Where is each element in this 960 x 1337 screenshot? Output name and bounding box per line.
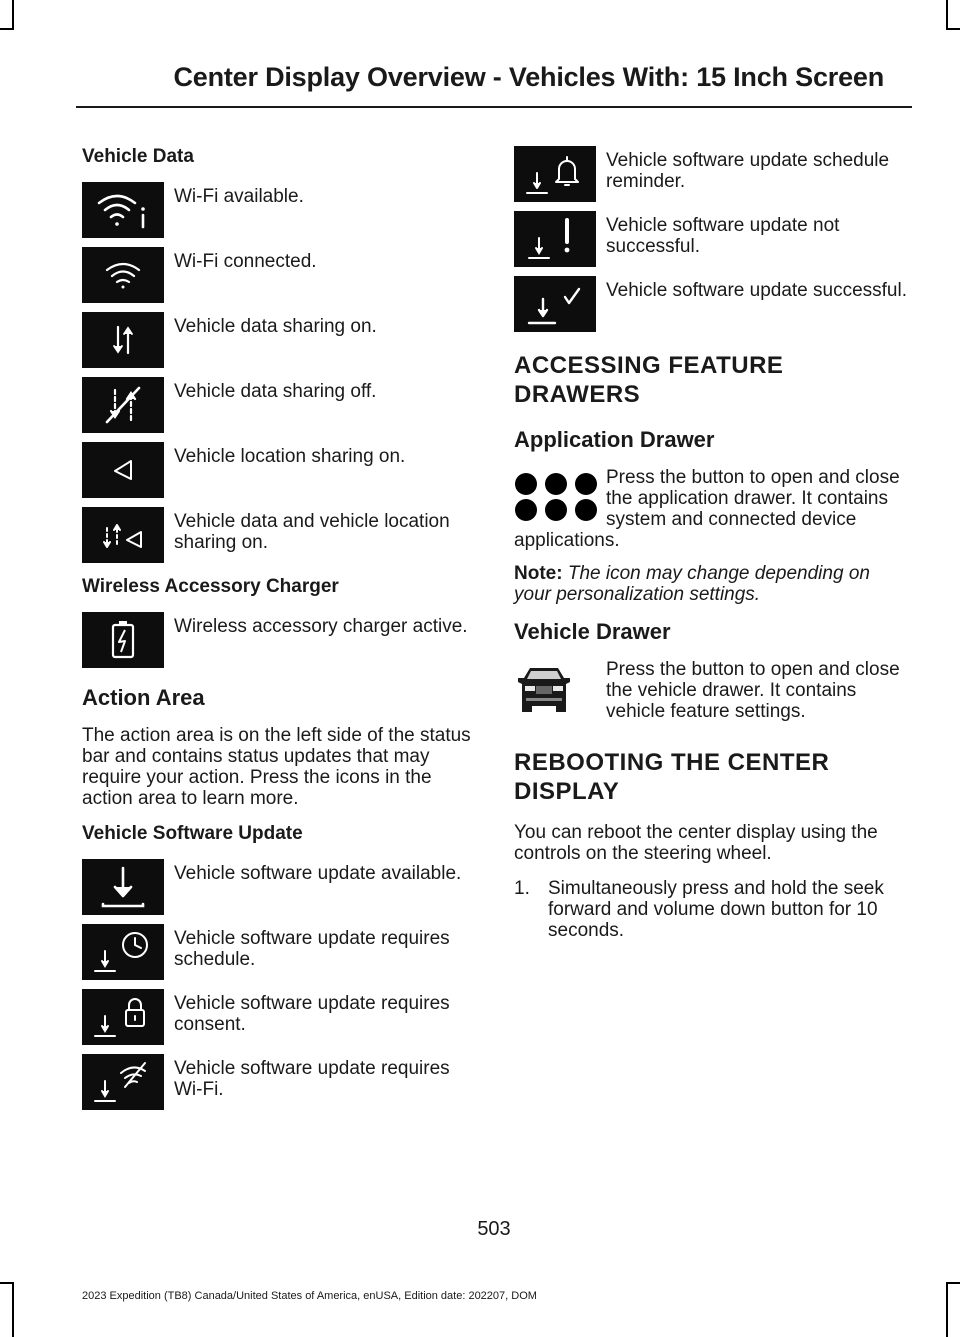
location-sharing-on-label: Vehicle location sharing on. bbox=[174, 446, 406, 467]
reboot-text: You can reboot the center display using the controls on the steering wheel. bbox=[514, 822, 878, 864]
download-lock-label: Vehicle software update requires consent. bbox=[174, 993, 450, 1035]
vehicle-drawer-row bbox=[514, 659, 908, 722]
download-exclamation-icon bbox=[514, 211, 596, 267]
crop-mark bbox=[946, 28, 960, 30]
app-drawer-icon bbox=[514, 467, 606, 527]
icon-row bbox=[82, 312, 476, 377]
download-icon bbox=[82, 859, 164, 915]
download-wifi-label: Vehicle software update requires Wi-Fi. bbox=[174, 1058, 450, 1100]
icon-row bbox=[82, 859, 476, 924]
icon-row bbox=[82, 507, 476, 572]
application-drawer-row bbox=[514, 467, 908, 551]
download-exclamation-label: Vehicle software update not successful. bbox=[606, 215, 840, 257]
action-area-heading: Action Area bbox=[82, 685, 205, 710]
download-lock-icon bbox=[82, 989, 164, 1045]
crop-mark bbox=[946, 1282, 948, 1337]
icon-row bbox=[514, 211, 908, 276]
feature-drawers-heading: ACCESSING FEATURE DRAWERS bbox=[514, 352, 784, 408]
data-sharing-off-icon bbox=[82, 377, 164, 433]
data-location-sharing-on-icon bbox=[82, 507, 164, 563]
vehicle-data-heading: Vehicle Data bbox=[82, 146, 194, 167]
download-wifi-icon bbox=[82, 1054, 164, 1110]
data-sharing-off-label: Vehicle data sharing off. bbox=[174, 381, 377, 402]
reboot-heading: REBOOTING THE CENTER DISPLAY bbox=[514, 749, 830, 805]
vehicle-drawer-text: Press the button to open and close the vehicle drawer. It contains vehicle feature settings. bbox=[606, 659, 900, 722]
footer-edition: 2023 Expedition (TB8) Canada/United States of America, enUSA, Edition date: 202207, DOM bbox=[82, 1290, 537, 1302]
note-label: Note: bbox=[514, 563, 563, 584]
step-text: Simultaneously press and hold the seek forward and volume down button for 10 seconds. bbox=[548, 878, 884, 941]
wireless-charger-label: Wireless accessory charger active. bbox=[174, 616, 468, 637]
note bbox=[514, 563, 908, 605]
icon-row bbox=[82, 924, 476, 989]
data-sharing-on-icon bbox=[82, 312, 164, 368]
data-sharing-on-label: Vehicle data sharing on. bbox=[174, 316, 377, 337]
page-number: 503 bbox=[477, 1218, 511, 1240]
crop-mark bbox=[0, 28, 14, 30]
crop-mark bbox=[12, 0, 14, 30]
step-number: 1. bbox=[514, 878, 530, 899]
vehicle-drawer-heading: Vehicle Drawer bbox=[514, 619, 671, 644]
action-area-text: The action area is on the left side of the status bar and contains status updates that may require your action. Press the icons in the action area to learn more. bbox=[82, 725, 471, 809]
download-clock-label: Vehicle software update requires schedule. bbox=[174, 928, 450, 970]
page-header-title: Center Display Overview - Vehicles With: 15 Inch Screen bbox=[173, 62, 884, 92]
crop-mark bbox=[946, 1282, 960, 1284]
icon-row bbox=[514, 146, 908, 211]
download-label: Vehicle software update available. bbox=[174, 863, 462, 884]
wifi-connected-label: Wi-Fi connected. bbox=[174, 251, 317, 272]
wireless-charger-heading: Wireless Accessory Charger bbox=[82, 576, 339, 597]
right-column bbox=[514, 146, 908, 941]
application-drawer-text: Press the button to open and close the application drawer. It contains system and connected device applications. bbox=[514, 467, 900, 551]
download-check-label: Vehicle software update successful. bbox=[606, 280, 908, 301]
crop-mark bbox=[0, 1282, 14, 1284]
icon-row bbox=[82, 989, 476, 1054]
header-divider bbox=[76, 106, 912, 108]
download-bell-icon bbox=[514, 146, 596, 202]
crop-mark bbox=[12, 1282, 14, 1337]
icon-row bbox=[82, 247, 476, 312]
vehicle-icon bbox=[514, 659, 606, 719]
battery-charging-icon bbox=[82, 612, 164, 668]
crop-mark bbox=[946, 0, 948, 30]
wifi-available-label: Wi-Fi available. bbox=[174, 186, 304, 207]
download-check-icon bbox=[514, 276, 596, 332]
software-update-heading: Vehicle Software Update bbox=[82, 823, 303, 844]
note-text: The icon may change depending on your personalization settings. bbox=[514, 563, 870, 605]
icon-row bbox=[82, 442, 476, 507]
download-clock-icon bbox=[82, 924, 164, 980]
icon-row bbox=[82, 612, 476, 677]
icon-row bbox=[82, 1054, 476, 1119]
icon-row bbox=[82, 377, 476, 442]
application-drawer-heading: Application Drawer bbox=[514, 427, 715, 452]
download-bell-label: Vehicle software update schedule reminder. bbox=[606, 150, 890, 192]
icon-row bbox=[82, 182, 476, 247]
data-location-sharing-on-label: Vehicle data and vehicle location sharing on. bbox=[174, 511, 450, 553]
reboot-step bbox=[514, 878, 908, 941]
icon-row bbox=[514, 276, 908, 341]
location-sharing-on-icon bbox=[82, 442, 164, 498]
wifi-connected-icon bbox=[82, 247, 164, 303]
left-column bbox=[82, 146, 476, 1119]
wifi-available-icon bbox=[82, 182, 164, 238]
